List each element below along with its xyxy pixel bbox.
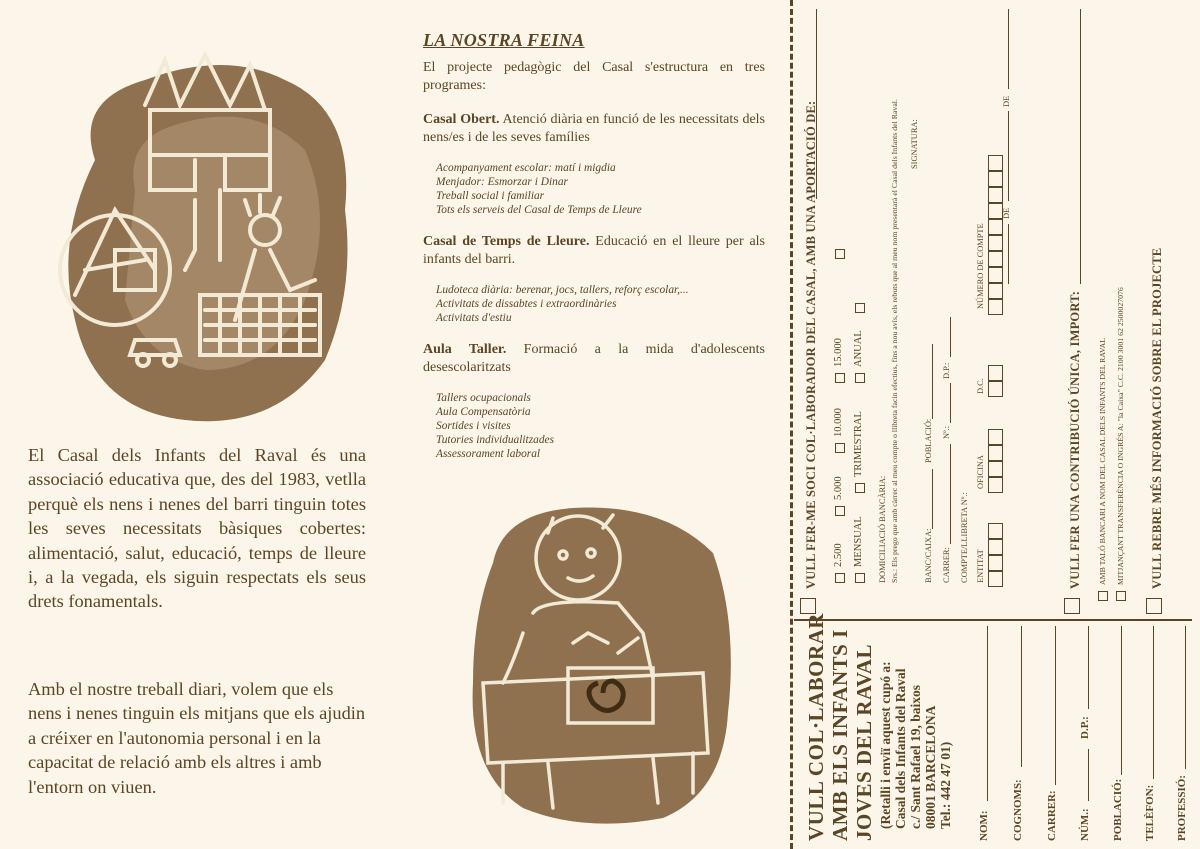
- number-label: NÚM.:: [1079, 808, 1091, 841]
- program-intro: El projecte pedagògic del Casal s'estructura en tres programes:: [423, 60, 765, 93]
- phone-field[interactable]: [1153, 626, 1154, 779]
- mission-paragraph: Amb el nostre treball diari, volem que els nens i nenes tinguin els mitjans que els ajudin a créixer en l'autonomia personal i en la capacitat de relació amb els altres i amb l'entorn on viuen.: [28, 679, 366, 797]
- bank-town-field[interactable]: [932, 344, 933, 419]
- amount-checkbox[interactable]: [835, 443, 845, 453]
- date-day-field[interactable]: [1008, 224, 1009, 284]
- date-month-field[interactable]: [1008, 111, 1009, 201]
- period-option: ANUAL: [853, 330, 864, 367]
- date-of-label: DE: [1002, 95, 1011, 107]
- period-checkbox[interactable]: [855, 373, 865, 383]
- profession-label: PROFESSIÓ:: [1176, 774, 1188, 841]
- office-digit[interactable]: [988, 477, 1003, 493]
- program-name: Casal Obert.: [423, 112, 500, 127]
- program-items-list: [436, 283, 765, 325]
- bank-number-label: Nº.:: [942, 425, 951, 439]
- account-digit[interactable]: [988, 187, 1003, 203]
- program-desc: Formació a la mida d'adolescents desescolaritzats: [423, 342, 765, 375]
- list-item: Aula Compensatòria: [436, 406, 531, 418]
- our-work-heading: LA NOSTRA FEINA: [423, 30, 585, 50]
- postcode-field[interactable]: [1088, 626, 1089, 709]
- address-line: c./ Sant Rafael 19, baixos: [908, 684, 923, 829]
- surname-field[interactable]: [1021, 626, 1022, 767]
- name-field[interactable]: [987, 626, 988, 801]
- cut-line: [790, 0, 793, 849]
- office-digit[interactable]: [988, 461, 1003, 477]
- period-other-checkbox[interactable]: [855, 303, 865, 313]
- coupon-separator: [794, 619, 1192, 621]
- amount-option: 5.000: [833, 476, 844, 500]
- period-option: MENSUAL: [853, 516, 864, 567]
- direct-debit-consent: Srs.: Els prego que amb càrrec al meu compte o llibreta facin efectius, fins a nou avís, els rebuts que al meu nom presentarà el Casal dels Infants del Raval.: [890, 99, 899, 583]
- account-number-label: NÚMERO DE COMPTE: [976, 223, 985, 309]
- option-donation-label: VULL FER UNA CONTRIBUCIÓ ÚNICA, IMPORT:: [1068, 290, 1082, 589]
- account-digit[interactable]: [988, 251, 1003, 267]
- child-drawing-castle-illustration: [55, 40, 355, 430]
- list-item: Menjador: Esmorzar i Dinar: [436, 176, 568, 188]
- list-item: Treball social i familiar: [436, 190, 545, 202]
- program-desc: Educació en el lleure per als infants del barri.: [423, 234, 766, 267]
- account-label: COMPTE/LLIBRETA Nº.:: [960, 492, 969, 583]
- our-work-section: [423, 30, 765, 477]
- child-drawing-student-illustration: [463, 503, 735, 825]
- number-field[interactable]: [1088, 749, 1089, 801]
- surname-label: COGNOMS:: [1012, 779, 1024, 841]
- name-label: NOM:: [978, 810, 990, 841]
- office-digit[interactable]: [988, 429, 1003, 445]
- program-items-list: [436, 161, 765, 217]
- account-digit[interactable]: [988, 155, 1003, 171]
- control-digit[interactable]: [988, 365, 1003, 381]
- street-label: CARRER:: [1046, 790, 1058, 841]
- account-digit[interactable]: [988, 299, 1003, 315]
- program-items-list: [436, 391, 765, 461]
- bank-street-field[interactable]: [950, 444, 951, 544]
- bank-postcode-label: D.P.:: [942, 362, 951, 379]
- option-member-label: VULL FER-ME SOCI COL·LABORADOR DEL CASAL, AMB UNA APORTACIÓ DE:: [804, 100, 818, 589]
- list-item: Activitats d'estiu: [436, 312, 512, 324]
- address-line: (Retalli i enviï aquest cupó a:: [878, 661, 893, 829]
- amount-option: 10.000: [833, 408, 844, 437]
- list-item: Tutories individualitzades: [436, 434, 555, 446]
- option-member-checkbox[interactable]: [800, 598, 816, 614]
- direct-debit-label: DOMICILIACIÓ BANCÀRIA:: [878, 475, 887, 583]
- signature-label: SIGNATURA:: [910, 119, 919, 169]
- account-digit[interactable]: [988, 203, 1003, 219]
- option-info-checkbox[interactable]: [1146, 598, 1162, 614]
- office-label: OFICINA: [976, 455, 985, 489]
- control-digit-label: D.C.: [976, 378, 985, 394]
- period-checkbox[interactable]: [855, 573, 865, 583]
- entity-digit[interactable]: [988, 555, 1003, 571]
- program-name: Aula Taller.: [423, 342, 507, 357]
- list-item: Tots els serveis del Casal de Temps de Lleure: [436, 204, 642, 216]
- profession-field[interactable]: [1185, 626, 1186, 769]
- list-item: Acompanyament escolar: matí i migdia: [436, 162, 616, 174]
- entity-label: ENTITAT: [976, 549, 985, 583]
- list-item: Assessorament laboral: [436, 448, 541, 460]
- member-amount-field[interactable]: [816, 9, 817, 199]
- bank-town-label: POBLACIÓ:: [924, 418, 933, 463]
- date-of-label: DE: [1002, 207, 1011, 219]
- transfer-option: MITJANÇANT TRANSFERÈNCIA O INGRÉS A: "la Caixa" C.C. 2100 3001 62 2500027076: [1116, 287, 1125, 585]
- cheque-option: AMB TALÓ BANCARI A NOM DEL CASAL DELS INFANTS DEL RAVAL: [1098, 337, 1107, 585]
- bank-label: BANC/CAIXA:: [924, 528, 933, 583]
- account-digit[interactable]: [988, 171, 1003, 187]
- account-digit[interactable]: [988, 283, 1003, 299]
- list-item: Activitats de dissabtes i extraordinàries: [436, 298, 617, 310]
- postcode-label: D.P.:: [1079, 716, 1091, 739]
- phone-label: TELÈFON:: [1144, 784, 1156, 841]
- town-label: POBLACIÓ:: [1112, 778, 1124, 841]
- donation-amount-field[interactable]: [1080, 9, 1081, 284]
- transfer-checkbox[interactable]: [1116, 591, 1126, 601]
- address-line: 08001 BARCELONA: [923, 705, 938, 829]
- address-line: Tel.: 442 47 01): [938, 741, 953, 829]
- donation-coupon: [782, 0, 1200, 849]
- town-field[interactable]: [1121, 626, 1122, 775]
- period-checkbox[interactable]: [855, 483, 865, 493]
- program-casal-obert: [423, 111, 765, 147]
- amount-checkbox[interactable]: [835, 573, 845, 583]
- option-donation-checkbox[interactable]: [1064, 598, 1080, 614]
- list-item: Sortides i visites: [436, 420, 511, 432]
- program-temps-de-lleure: [423, 233, 765, 269]
- entity-digit[interactable]: [988, 523, 1003, 539]
- entity-digit[interactable]: [988, 539, 1003, 555]
- street-field[interactable]: [1055, 626, 1056, 785]
- account-digit[interactable]: [988, 219, 1003, 235]
- bank-number-field[interactable]: [950, 383, 951, 423]
- program-aula-taller: [423, 341, 765, 377]
- address-line: Casal dels Infants del Raval: [893, 668, 908, 829]
- date-year-field[interactable]: [1008, 9, 1009, 89]
- intro-paragraph: El Casal dels Infants del Raval és una associació educativa que, des del 1983, vetlla perquè els nens i nenes del barri tinguin totes les seves necessitats bàsiques cobertes: alimentació, salut, educació, temps de lleure i, a la vegada, els siguin respectats els seus drets fonamentals.: [28, 445, 366, 612]
- amount-option: 15.000: [833, 338, 844, 367]
- option-info-label: VULL REBRE MÉS INFORMACIÓ SOBRE EL PROJECTE: [1150, 247, 1164, 589]
- amount-option: 2.500: [833, 543, 844, 567]
- amount-checkbox[interactable]: [835, 373, 845, 383]
- list-item: Tallers ocupacionals: [436, 392, 531, 404]
- period-option: TRIMESTRAL: [853, 411, 864, 477]
- bank-field[interactable]: [932, 469, 933, 529]
- account-digit[interactable]: [988, 267, 1003, 283]
- office-digit[interactable]: [988, 445, 1003, 461]
- bank-street-label: CARRER:: [942, 547, 951, 583]
- program-desc: Atenció diària en funció de les necessitats dels nens/es i de les seves famílies: [423, 112, 765, 145]
- cheque-checkbox[interactable]: [1098, 591, 1108, 601]
- bank-postcode-field[interactable]: [950, 317, 951, 357]
- coupon-address: [878, 599, 953, 829]
- amount-other-checkbox[interactable]: [835, 249, 845, 259]
- entity-digit[interactable]: [988, 571, 1003, 587]
- list-item: Ludoteca diària: berenar, jocs, tallers, reforç escolar,...: [436, 284, 689, 296]
- control-digit[interactable]: [988, 381, 1003, 397]
- program-name: Casal de Temps de Lleure.: [423, 234, 590, 249]
- amount-checkbox[interactable]: [835, 506, 845, 516]
- account-digit[interactable]: [988, 235, 1003, 251]
- coupon-title: VULL COL·LABORAR AMB ELS INFANTS I JOVES DEL RAVAL: [804, 613, 876, 841]
